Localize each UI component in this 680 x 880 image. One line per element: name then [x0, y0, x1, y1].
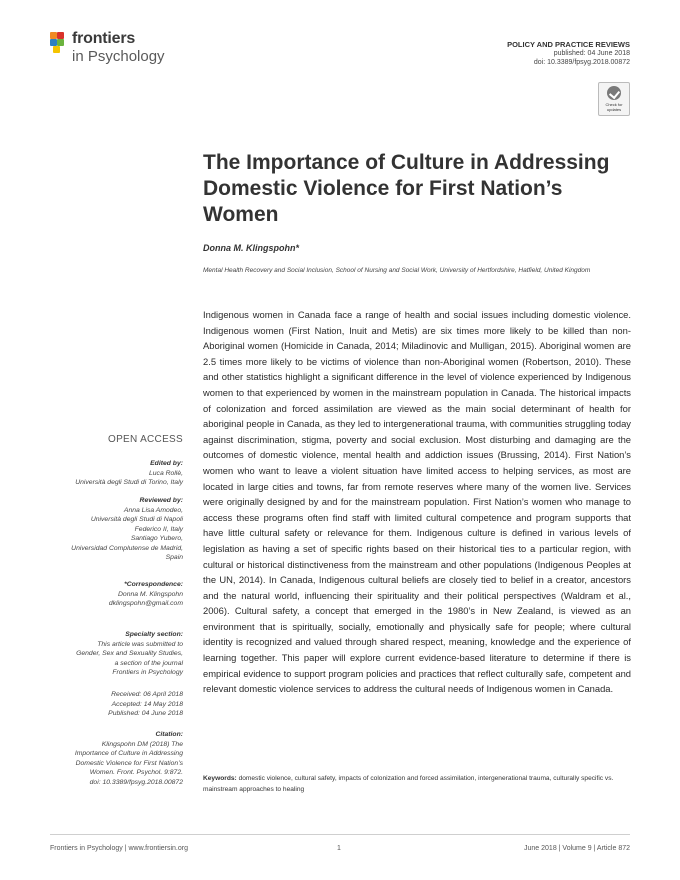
doi[interactable]: doi: 10.3389/fpsyg.2018.00872	[533, 59, 630, 66]
published-date-side: Published: 04 June 2018	[108, 710, 183, 717]
reviewed-by-block	[50, 496, 183, 563]
specialty-line: a section of the journal	[114, 659, 183, 667]
open-access-label: OPEN ACCESS	[108, 434, 183, 445]
reviewer-line: Santiago Yubero,	[130, 535, 183, 542]
received-date: Received: 06 April 2018	[111, 691, 183, 698]
article-header-meta	[507, 40, 630, 67]
reviewer-line: Spain	[165, 554, 183, 561]
article-title: The Importance of Culture in Addressing Domestic Violence for First Nation’s Women	[203, 151, 610, 226]
specialty-line: This article was submitted to	[97, 640, 183, 648]
keywords-label: Keywords:	[203, 775, 237, 782]
footer-issue: June 2018 | Volume 9 | Article 872	[524, 845, 630, 852]
page-number: 1	[337, 845, 341, 852]
citation-label: Citation:	[155, 731, 183, 738]
frontiers-logo-icon	[50, 32, 70, 52]
edited-by-block	[50, 459, 183, 488]
editor-name: Luca Rollè,	[148, 469, 183, 477]
citation-line: Domestic Violence for First Nation’s	[75, 759, 183, 767]
footer-divider	[50, 834, 630, 835]
published-date: published: 04 June 2018	[553, 50, 630, 57]
check-for-updates-badge[interactable]	[598, 82, 630, 116]
footer-journal[interactable]: Frontiers in Psychology | www.frontiersin.org	[50, 845, 188, 852]
reviewer-line: Universidad Complutense de Madrid,	[71, 544, 183, 552]
reviewed-by-label: Reviewed by:	[139, 497, 183, 504]
specialty-section-block	[50, 630, 183, 678]
journal-name: in Psychology	[72, 48, 165, 65]
article-type: POLICY AND PRACTICE REVIEWS	[507, 40, 630, 49]
abstract-text: Indigenous women in Canada face a range of health and social issues including domestic violence. Indigenous women (First Nation, Inuit and Metis) are six times more likely to be killed than non-Aboriginal women (Homicide in Canada, 2014; Miladinovic and Mulligan, 2015). Aboriginal women are 2.5 times more likely to be victims of violence than non-Aboriginal women (Robertson, 2010). These and other statistics highlight a significant difference in the level of violence experienced by Indigenous women to that experienced by women in the mainstream population in Canada. The historical impacts of colonization and forced assimilation are viewed as the main social determinant of health for aboriginal people in Canada, as they led to intergenerational trauma, with communities struggling today against discrimination, stigma, poverty and social exclusion. Most disturbing and damaging are the outcomes of domestic violence, mental health and addiction issues (Brussing, 2014). First Nation’s women who want to leave a violent situation have limited access to helping services, as most are located in large cities and towns, far from remote reserves where many of the women live. Services were originally designed by and for the mainstream population. First Nation’s women who manage to access these programs often find staff with limited cultural competence and program supports that have little cultural safety or relevance for them. Indigenous culture is defined in various levels of legislation as having a set of specific rights based on their historical ties to a particular region, with cultural or historical distinctiveness from the mainstream and other populations (Indigenous Peoples at the UN, 2014). In Canada, Indigenous cultural beliefs are closely tied to belief in a creator, ancestors and the natural world, influencing their spirituality and their political perspectives (Waldram et al., 2006). Cultural safety, a concept that emerged in the 1980’s in New Zealand, is viewed as an environment that is spiritually, socially, emotionally and physically safe for people; where cultural identity is recognized and valued through shared respect, meaning, knowledge and the experience of learning together. This paper will explore current evidence-based literature to determine if there is empirical evidence to support program policies and practices that reflect culturally safe, competent and relevant domestic violence services to address the cultural needs of Indigenous women in Canada.	[203, 309, 631, 695]
reviewer-line: Federico II, Italy	[134, 525, 183, 533]
journal-brand: frontiers	[72, 30, 136, 47]
check-icon	[607, 86, 621, 100]
editor-affiliation: Università degli Studi di Torino, Italy	[75, 479, 183, 486]
correspondence-email[interactable]: dklingspohn@gmail.com	[108, 600, 183, 607]
author-name[interactable]: Donna M. Klingspohn*	[203, 243, 299, 253]
correspondence-name: Donna M. Klingspohn	[118, 590, 183, 598]
author-affiliation: Mental Health Recovery and Social Inclusion, School of Nursing and Social Work, University of Hertfordshire, Hatfield, United Kingdom	[203, 267, 591, 274]
reviewer-line: Università degli Studi di Napoli	[90, 516, 183, 523]
citation-line: Women. Front. Psychol. 9:872.	[89, 769, 183, 776]
correspondence-label: *Correspondence:	[124, 581, 183, 588]
edited-by-label: Edited by:	[150, 460, 183, 467]
specialty-label: Specialty section:	[125, 631, 183, 638]
keywords	[203, 773, 631, 795]
specialty-line: Frontiers in Psychology	[112, 669, 183, 676]
keywords-list: domestic violence, cultural safety, impacts of colonization and forced assimilation, intergenerational trauma, culturally specific vs. mainstream approaches to healing	[203, 775, 614, 793]
reviewer-line: Anna Lisa Amodeo,	[123, 506, 183, 514]
dates-block	[50, 690, 183, 719]
badge-label-1: Check for	[605, 102, 623, 107]
citation-line: Importance of Culture in Addressing	[74, 750, 183, 757]
accepted-date: Accepted: 14 May 2018	[111, 700, 183, 708]
citation-block	[50, 730, 183, 787]
specialty-line: Gender, Sex and Sexuality Studies,	[76, 650, 183, 657]
citation-line: Klingspohn DM (2018) The	[101, 740, 183, 748]
citation-line[interactable]: doi: 10.3389/fpsyg.2018.00872	[89, 778, 183, 786]
badge-label-2: updates	[606, 107, 622, 112]
journal-logo	[50, 30, 190, 70]
correspondence-block	[50, 580, 183, 609]
